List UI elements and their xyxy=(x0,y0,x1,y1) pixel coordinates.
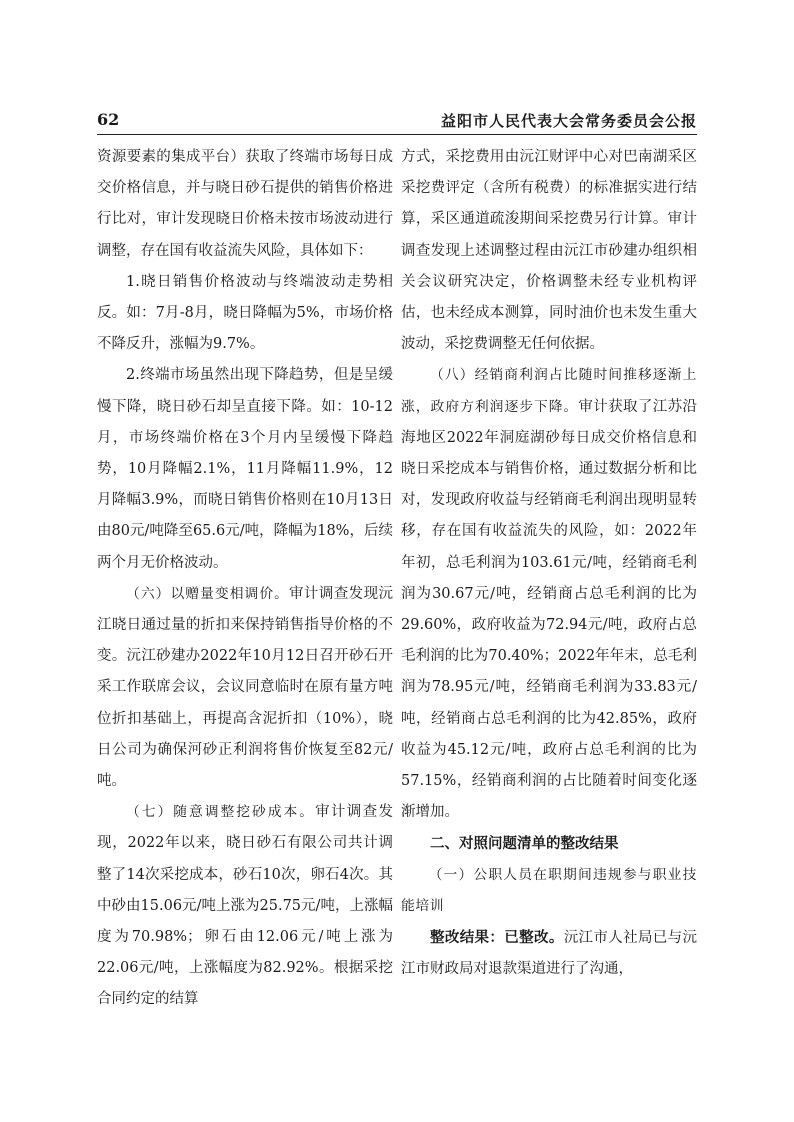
subsection-heading: （八）经销商利润占比随时间推移逐渐上涨，政府方利润逐步下降。 xyxy=(401,367,697,415)
left-column xyxy=(97,142,393,1016)
right-column xyxy=(401,142,697,985)
page-number: 62 xyxy=(97,110,120,129)
paragraph-body: 审计获取了江苏沿海地区2022年洞庭湖砂每日成交价格信息和晓日采挖成本与销售价格，通过数据分析和比对，发现政府收益与经销商毛利润出现明显转移，存在国有收益流失的风险，如：2022年年初，总毛利润为103.61元/吨，经销商毛利润为30.67元/吨，经销商占总毛利润的比为29.60%，政府收益为72.94元/吨，政府占总毛利润的比为70.40%；2022年年末，总毛利润为78.95元/吨，经销商毛利润为33.83元/吨，经销商占总毛利润的比为42.85%，政府收益为45.12元/吨，政府占总毛利润的比为57.15%，经销商利润的占比随着时间变化逐渐增加。 xyxy=(401,398,698,821)
paragraph xyxy=(97,579,393,797)
subsection-heading: （六）以赠量变相调价。 xyxy=(126,585,289,602)
paragraph: 2.终端市场虽然出现下降趋势，但是呈缓慢下降，晓日砂石却呈直接下降。如：10-12月，市场终端价格在3个月内呈缓慢下降趋势，10月降幅2.1%，11月降幅11.9%，12月降幅3.9%，而晓日销售价格则在10月13日由80元/吨降至65.6元/吨，降幅为18%，后续两个月无价格波动。 xyxy=(97,367,393,571)
paragraph: 方式，采挖费用由沅江财评中心对巴南湖采区采挖费评定（含所有税费）的标准据实进行结算，采区通道疏浚期间采挖费另行计算。审计调查发现上述调整过程由沅江市砂建办组织相关会议研究决定，价格调整未经专业机构评估，也未经成本测算，同时油价也未发生重大波动，采挖费调整无任何依据。 xyxy=(401,149,697,353)
result-label: 整改结果：已整改。 xyxy=(430,929,564,947)
subsection-heading: （七）随意调整挖砂成本。 xyxy=(126,804,316,821)
paragraph xyxy=(97,797,393,1015)
paragraph-body: 审计调查发现沅江晓日通过量的折扣来保持销售指导价格的不变。沅江砂建办2022年10月12日召开砂石开采工作联席会议，会议同意临时在原有量方吨位折扣基础上，再提高含泥折扣（10%），晓日公司为确保河砂正利润将售价恢复至82元/吨。 xyxy=(97,585,393,790)
section-heading: 二、对照问题清单的整改结果 xyxy=(430,835,619,853)
journal-title: 益阳市人民代表大会常务委员会公报 xyxy=(440,112,697,130)
subsection-heading: （一）公职人员在职期间违规参与职业技能培训 xyxy=(401,866,697,914)
paragraph xyxy=(401,360,697,828)
paragraph: 资源要素的集成平台）获取了终端市场每日成交价格信息，并与晓日砂石提供的销售价格进行比对，审计发现晓日价格未按市场波动进行调整，存在国有收益流失风险，具体如下： xyxy=(97,149,393,259)
paragraph-body: 沅江市人社局已与沅江市财政局对退款渠道进行了沟通， xyxy=(401,930,698,978)
page-header xyxy=(97,106,697,135)
paragraph xyxy=(401,922,697,985)
paragraph: 1.晓日销售价格波动与终端波动走势相反。如：7月-8月，晓日降幅为5%，市场价格不降反升，涨幅为9.7%。 xyxy=(97,273,393,353)
paragraph-body: 审计调查发现，2022年以来，晓日砂石有限公司共计调整了14次采挖成本，砂石10次，卵石4次。其中砂由15.06元/吨上涨为25.75元/吨，上涨幅度为70.98%；卵石由12.06元/吨上涨为22.06元/吨，上涨幅度为82.92%。根据采挖合同约定的结算 xyxy=(97,804,393,1008)
